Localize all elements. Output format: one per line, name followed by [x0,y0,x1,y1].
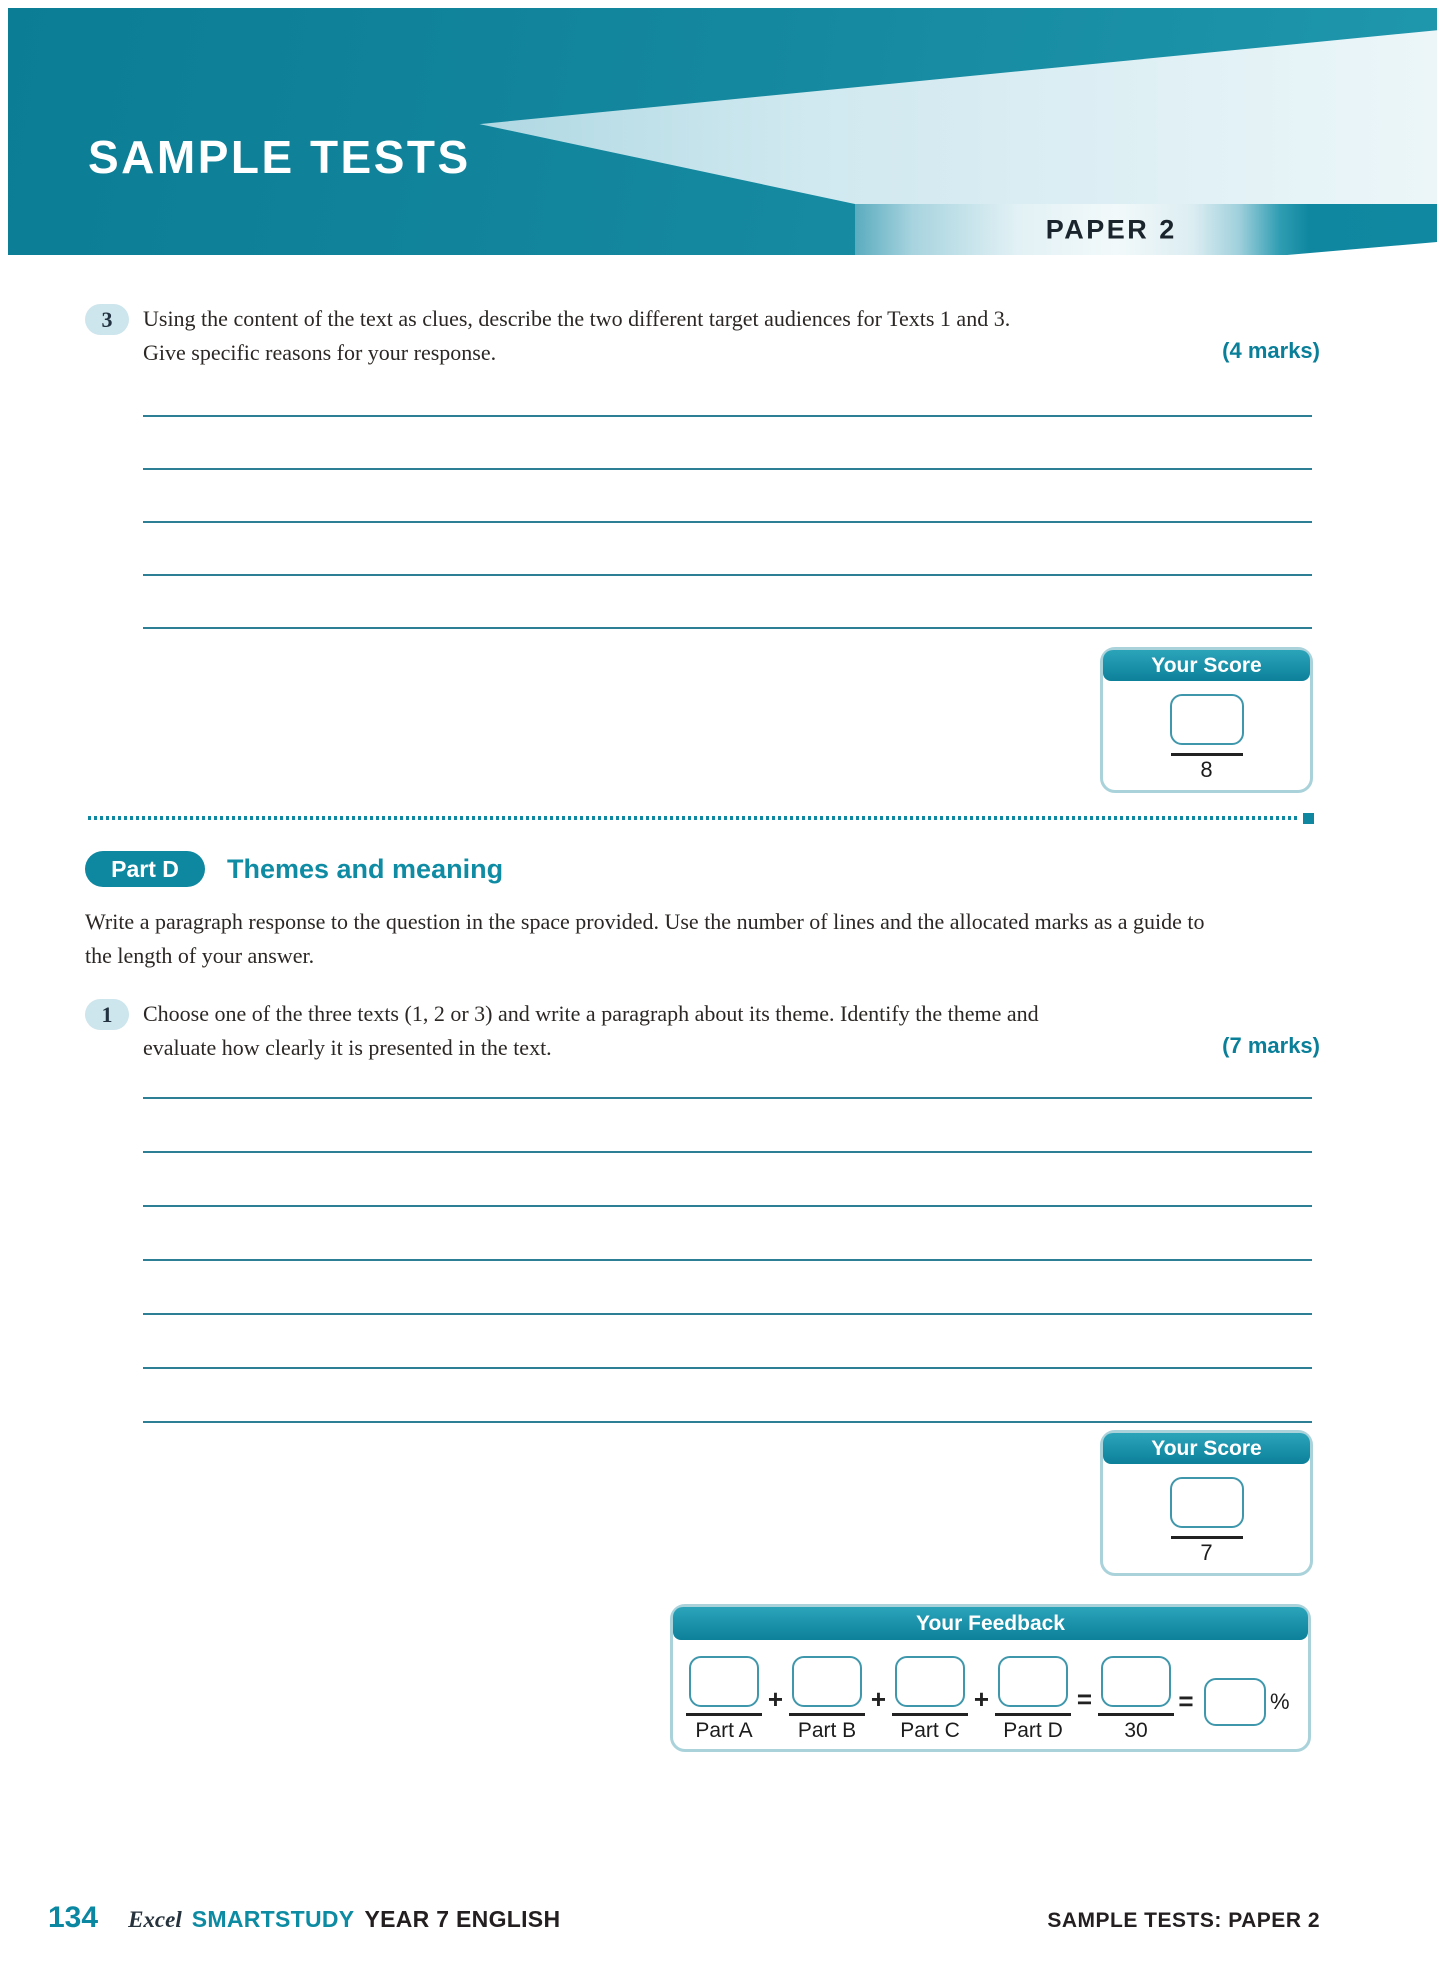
feedback-term-part-d [995,1656,1071,1743]
answer-line[interactable] [143,1099,1312,1153]
brand-subject: YEAR 7 ENGLISH [364,1906,561,1932]
equals-sign: = [1076,1684,1093,1714]
fraction-line [1098,1713,1174,1716]
footer-section-label: SAMPLE TESTS: PAPER 2 [1047,1909,1320,1932]
part-b-label: Part B [797,1719,857,1742]
answer-line[interactable] [143,364,1312,417]
answer-line[interactable] [143,1153,1312,1207]
footer-brand [48,1901,560,1935]
part-heading: Themes and meaning [227,853,504,884]
fraction-line [686,1713,762,1716]
question-text: Using the content of the text as clues, describe the two different target audiences for Texts 1 and 3. Give specific reasons for your response. [143,306,1011,365]
part-badge: Part D [85,851,205,887]
feedback-term-part-b [789,1656,865,1743]
score-fraction-line [1171,1536,1243,1539]
equals-sign: = [1178,1686,1194,1716]
your-score-header: Your Score [1103,1433,1310,1464]
your-score-header: Your Score [1103,650,1310,681]
part-heading-row [85,851,503,887]
answer-line[interactable] [143,523,1312,576]
question-number-badge: 3 [85,304,129,335]
score-input-box[interactable] [1170,694,1244,745]
fraction-line [995,1713,1071,1716]
plus-sign: + [870,1684,887,1714]
page-number: 134 [48,1901,99,1934]
page-title: SAMPLE TESTS [88,131,471,183]
plus-sign: + [973,1684,990,1714]
page-footer [48,1901,1320,1935]
question-text-wrap [143,300,1320,370]
score-fraction-line [1171,753,1243,756]
feedback-term-part-c [892,1656,968,1743]
section-divider [88,816,1300,820]
answer-line[interactable] [143,1315,1312,1369]
feedback-term-total [1098,1656,1174,1743]
feedback-percent-group [1204,1656,1290,1726]
feedback-term-part-a [686,1656,762,1743]
answer-line[interactable] [143,417,1312,470]
total-label: 30 [1124,1719,1148,1742]
question-marks: (4 marks) [1222,338,1320,363]
score-input-box[interactable] [1170,1477,1244,1528]
answer-line[interactable] [143,1045,1312,1099]
part-c-label: Part C [900,1719,960,1742]
score-total: 7 [1200,1540,1213,1565]
part-a-label: Part A [695,1719,753,1742]
part-c-score-box[interactable] [895,1656,965,1707]
part-a-score-box[interactable] [689,1656,759,1707]
fraction-line [892,1713,968,1716]
question-marks: (7 marks) [1222,1033,1320,1058]
percent-score-box[interactable] [1204,1678,1266,1726]
question-text: Choose one of the three texts (1, 2 or 3) and write a paragraph about its theme. Identify the theme and evaluate how clearly it is presented in the text. [143,1001,1039,1060]
question-number-badge: 1 [85,999,129,1030]
part-d-label: Part D [1003,1719,1063,1742]
fraction-line [789,1713,865,1716]
section-instructions: Write a paragraph response to the question in the space provided. Use the number of lines and the allocated marks as a guide to the length of your answer. [85,909,1205,968]
total-score-box[interactable] [1101,1656,1171,1707]
brand-smartstudy: SMARTSTUDY [191,1906,355,1932]
feedback-equation [673,1640,1308,1743]
part-d-score-box[interactable] [998,1656,1068,1707]
answer-line[interactable] [143,1261,1312,1315]
page-header [8,8,1437,255]
brand-excel: Excel [128,1907,182,1932]
paper-banner [855,204,1437,255]
answer-line[interactable] [143,1369,1312,1423]
paper-label: PAPER 2 [1045,214,1177,245]
answer-line[interactable] [143,1207,1312,1261]
question-3 [85,300,1320,370]
score-total: 8 [1200,757,1213,782]
answer-line[interactable] [143,470,1312,523]
answer-line[interactable] [143,576,1312,629]
answer-lines-q3 [143,364,1312,629]
your-score-box-q3 [1100,647,1313,793]
your-feedback-box [670,1604,1311,1752]
plus-sign: + [767,1684,784,1714]
your-score-box-q1 [1100,1430,1313,1576]
answer-lines-q1 [143,1045,1312,1423]
percent-sign: % [1270,1689,1290,1714]
your-feedback-header: Your Feedback [673,1607,1308,1640]
part-b-score-box[interactable] [792,1656,862,1707]
